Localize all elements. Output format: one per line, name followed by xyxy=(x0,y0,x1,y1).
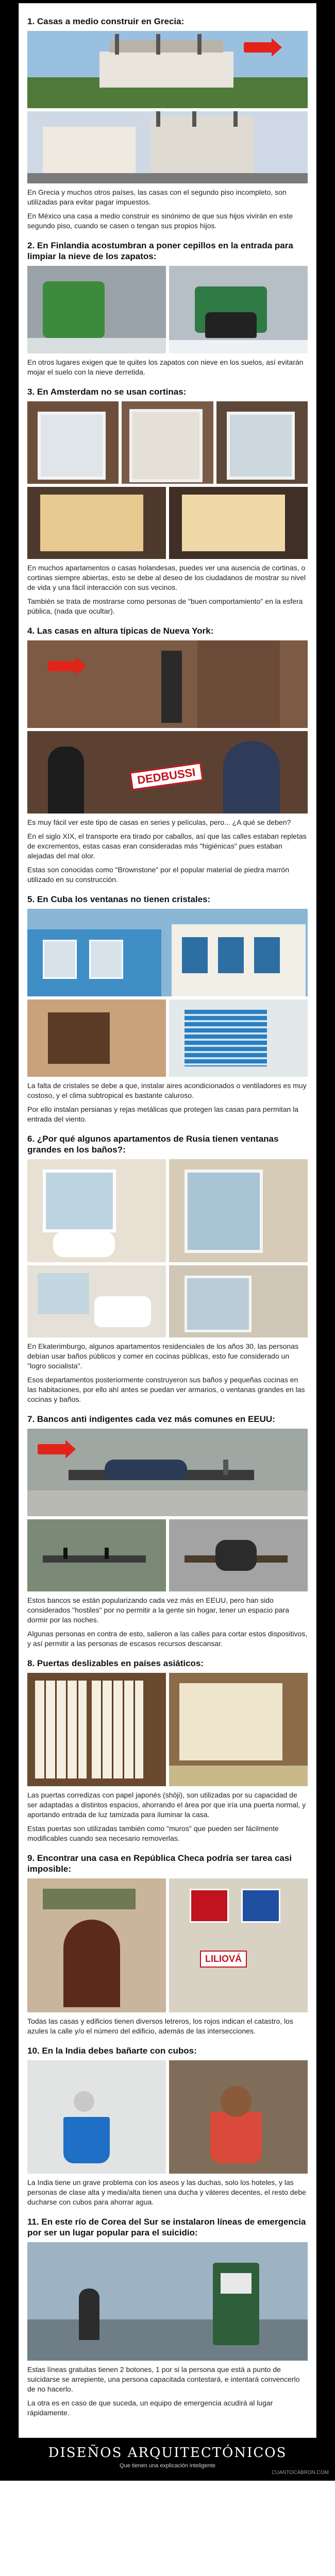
section-text: La falta de cristales se debe a que, instalar aires acondicionados o ventiladores es muy costoso, y el clima subtropical es bastante caluroso. xyxy=(27,1081,307,1099)
photo-russia-bath-window xyxy=(27,1265,166,1337)
section-title: 5. En Cuba los ventanas no tienen cristales: xyxy=(27,894,211,904)
footer-subtitle: Que tienen una explicación inteligente xyxy=(120,2463,215,2469)
photo-bench-armrests xyxy=(27,1519,166,1591)
section-text: Algunas personas en contra de esto, salieron a las calles para cortar estos dispositivos, y así permitir a las personas de escasos recursos descansar. xyxy=(27,1630,308,1648)
photo-row xyxy=(27,1673,308,1786)
photo-russia-window xyxy=(169,1159,308,1262)
photo-row xyxy=(27,266,308,353)
section-text: En el siglo XIX, el transporte era tirado por caballos, así que las calles estaban repletas de excrementos, estas casas eran consideradas más "higiénicas" pues estaban alejadas del mal olor. xyxy=(27,832,307,860)
photo-window-no-curtain xyxy=(216,401,308,484)
photo-greece-street xyxy=(27,111,308,183)
photo-korea-bridge xyxy=(27,2242,308,2361)
section-title: 8. Puertas deslizables en países asiáticos: xyxy=(27,1658,204,1668)
photo-row xyxy=(27,640,308,728)
section-title: 2. En Finlandia acostumbran a poner cepillos en la entrada para limpiar la nieve de los zapatos: xyxy=(27,241,293,261)
section-text: Estos bancos se están popularizando cada vez más en EEUU, pero han sido considerados "hostiles" por no permitir a la gente sin hogar, tener un espacio para dormir por las noches. xyxy=(27,1596,290,1624)
photo-india-bucket xyxy=(27,2060,166,2174)
photo-row xyxy=(27,1429,308,1516)
photo-shoji-room xyxy=(169,1673,308,1786)
section-text: En Grecia y muchos otros países, las casas con el segundo piso incompleto, son utilizadas para evitar pagar impuestos. xyxy=(27,188,287,206)
photo-russia-kitchen xyxy=(169,1265,308,1337)
photo-shoji-doors xyxy=(27,1673,166,1786)
section-text: Estas puertas son utilizadas también como "muros" que pueden ser fácilmente modificables cuando sea necesario removerlas. xyxy=(27,1824,279,1842)
section-text: En México una casa a medio construir es sinónimo de que sus hijos vivirán en este segundo piso, cuando se casen o tengan sus propios hijos. xyxy=(27,212,293,230)
section-11 xyxy=(27,2216,308,2418)
photo-russia-bathroom xyxy=(27,1159,166,1262)
section-title: 3. En Amsterdam no se usan cortinas: xyxy=(27,387,187,397)
photo-bench-cut xyxy=(169,1519,308,1591)
street-sign-plate: LILIOVÁ xyxy=(200,1951,247,1968)
section-10 xyxy=(27,2045,308,2207)
section-title: 11. En este río de Corea del Sur se instalaron líneas de emergencia por ser un lugar popular para el suicidio: xyxy=(27,2217,306,2238)
section-text: Todas las casas y edificios tienen diversos letreros, los rojos indican el catastro, los azules la calle y/o el número del edificio, además de las intersecciones. xyxy=(27,2017,293,2035)
photo-cuba-street xyxy=(27,909,308,996)
post-frame xyxy=(19,3,316,2438)
footer-title: DISEÑOS ARQUITECTÓNICOS xyxy=(48,2445,287,2461)
section-title: 10. En la India debes bañarte con cubos: xyxy=(27,2046,197,2056)
photo-window-no-curtain xyxy=(122,401,213,484)
photo-anti-homeless-bench xyxy=(27,1429,308,1516)
photo-row xyxy=(27,1159,308,1262)
section-text: Las puertas corredizas con papel japonés (shōji), son utilizadas por su capacidad de ser adaptadas a distintos espacios, ahorrando el área por que iría una puerta normal, y aportando entrada de luz tamizada para iluminar la casa. xyxy=(27,1791,306,1819)
section-text: Por ello instalan persianas y rejas metálicas que protegen las casas para permitan la entrada del viento. xyxy=(27,1105,299,1123)
photo-row xyxy=(27,731,308,814)
section-1 xyxy=(27,16,308,231)
section-title: 7. Bancos anti indigentes cada vez más comunes en EEUU: xyxy=(27,1414,275,1424)
section-2 xyxy=(27,240,308,377)
photo-window-interior xyxy=(169,487,308,559)
photo-brownstone-stairs xyxy=(27,640,308,728)
section-text: En muchos apartamentos o casas holandesas, puedes ver una ausencia de cortinas, o cortinas siempre abiertas, esto se debe al deseo de los ciudadanos de mostrar su nivel de vida y una fácil interacción con sus vecinos. xyxy=(27,564,306,591)
section-title: 6. ¿Por qué algunos apartamentos de Rusia tienen ventanas grandes en los baños?: xyxy=(27,1134,279,1155)
section-text: La India tiene un grave problema con los aseos y las duchas, solo los hoteles, y las personas de clase alta y media/alta tienen una ducha y váteres decentes, el resto debe ducharse con cubos para ahorrar agua. xyxy=(27,2178,306,2206)
photo-row xyxy=(27,909,308,996)
section-7 xyxy=(27,1414,308,1649)
photo-row xyxy=(27,111,308,183)
photo-boot-brush-snow xyxy=(169,266,308,353)
photo-row xyxy=(27,2242,308,2361)
photo-row xyxy=(27,1878,308,2012)
section-5 xyxy=(27,894,308,1124)
section-text: Es muy fácil ver este tipo de casas en series y películas, pero... ¿A qué se deben? xyxy=(27,818,291,826)
section-text: En otros lugares exigen que te quites los zapatos con nieve en los suelos, así evitarán mojar el suelo con la nieve derretida. xyxy=(27,358,304,376)
section-text: También se trata de mostrarse como personas de "buen comportamiento" en la esfera pública, (nada que ocultar). xyxy=(27,597,303,615)
photo-row xyxy=(27,487,308,559)
section-8 xyxy=(27,1658,308,1843)
photo-window-interior xyxy=(27,487,166,559)
section-text: Esos departamentos posteriormente construyeron sus baños y pequeñas cocinas en las habitaciones, por ello ahí antes se puedan ver armarios, o ventanas grandes en las cocinas y baños. xyxy=(27,1376,305,1403)
photo-czech-signs xyxy=(169,1878,308,2012)
photo-row xyxy=(27,401,308,484)
photo-row xyxy=(27,1519,308,1591)
photo-india-child-bath xyxy=(169,2060,308,2174)
section-3 xyxy=(27,386,308,616)
site-watermark[interactable]: CUANTOCABRON.COM xyxy=(272,2470,329,2476)
red-arrow-icon xyxy=(244,42,273,53)
section-4 xyxy=(27,625,308,885)
section-title: 4. Las casas en altura típicas de Nueva York: xyxy=(27,626,214,636)
photo-window-no-curtain xyxy=(27,401,119,484)
section-6 xyxy=(27,1133,308,1404)
graffiti-sticker: DEDBUSSI xyxy=(129,762,203,790)
section-text: Estas son conocidas como "Brownstone" por el popular material de piedra marrón utilizado en su construcción. xyxy=(27,866,289,884)
photo-brownstone-film xyxy=(27,731,308,814)
section-text: La otra es en caso de que suceda, un equipo de emergencia acudirá al lugar rápidamente. xyxy=(27,2399,273,2417)
photo-row xyxy=(27,2060,308,2174)
photo-greece-house xyxy=(27,31,308,108)
photo-cuba-blinds xyxy=(169,999,308,1077)
section-text: En Ekaterimburgo, algunos apartamentos residenciales de los años 30, las personas debían usar baños públicos y comer en cocinas públicas, esto fue considerado un "logro socialista". xyxy=(27,1342,299,1370)
photo-row xyxy=(27,1265,308,1337)
red-arrow-icon xyxy=(48,661,77,671)
photo-cuba-window xyxy=(27,999,166,1077)
photo-czech-door xyxy=(27,1878,166,2012)
section-title: 1. Casas a medio construir en Grecia: xyxy=(27,16,185,26)
section-9 xyxy=(27,1853,308,2036)
section-title: 9. Encontrar una casa en República Checa podría ser tarea casi imposible: xyxy=(27,1853,292,1874)
post-footer xyxy=(0,2438,335,2481)
photo-boot-brush xyxy=(27,266,166,353)
photo-row xyxy=(27,999,308,1077)
photo-row xyxy=(27,31,308,108)
section-text: Estas líneas gratuitas tienen 2 botones, 1 por si la persona que está a punto de suicidarse se arrepiente, una persona capacitada contestará, e intentará convencerlo de no hacerlo. xyxy=(27,2365,300,2393)
red-arrow-icon xyxy=(38,1444,66,1454)
